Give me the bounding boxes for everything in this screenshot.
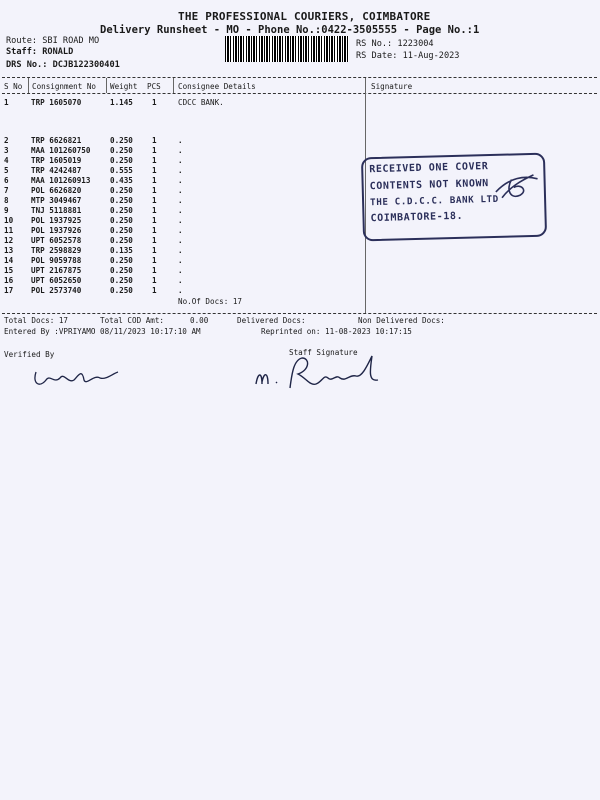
cell-weight: 0.250 [110, 196, 133, 205]
cell-consignment-no: POL 9059788 [31, 256, 82, 265]
cell-sno: 11 [4, 226, 14, 235]
cell-consignment-no: UPT 2167875 [31, 266, 82, 275]
cell-consignee: . [178, 256, 183, 265]
divider [2, 313, 597, 314]
cell-consignment-no: MAA 101260750 [31, 146, 91, 155]
cell-sno: 1 [4, 98, 9, 107]
cell-weight: 0.555 [110, 166, 133, 175]
cell-consignment-no: POL 1937925 [31, 216, 82, 225]
cell-weight: 0.250 [110, 276, 133, 285]
column-header-consignment: Consignment No [32, 82, 97, 91]
reprinted-on: Reprinted on: 11-08-2023 10:17:15 [261, 327, 412, 336]
table-row [4, 216, 364, 226]
cell-sno: 16 [4, 276, 14, 285]
cell-consignee: . [178, 136, 183, 145]
cell-weight: 0.250 [110, 156, 133, 165]
cell-consignee: . [178, 186, 183, 195]
entered-by: Entered By :VPRIYAMO 08/11/2023 10:17:10 AM [4, 327, 201, 336]
stamp-line: COIMBATORE-18. [370, 210, 464, 225]
cell-sno: 14 [4, 256, 14, 265]
cell-consignment-no: POL 2573740 [31, 286, 82, 295]
table-row [4, 186, 364, 196]
cell-sno: 6 [4, 176, 9, 185]
rs-number: RS No.: 1223004 [356, 39, 434, 49]
cell-pcs: 1 [152, 196, 157, 205]
table-row [4, 98, 364, 108]
cell-weight: 0.250 [110, 266, 133, 275]
table-row [4, 256, 364, 266]
cell-pcs: 1 [152, 276, 157, 285]
column-separator [28, 78, 29, 93]
cell-sno: 12 [4, 236, 14, 245]
cell-pcs: 1 [152, 166, 157, 175]
drs-number: DRS No.: DCJB122300401 [6, 60, 120, 70]
cell-pcs: 1 [152, 216, 157, 225]
cell-sno: 7 [4, 186, 9, 195]
cell-consignment-no: UPT 6052578 [31, 236, 82, 245]
column-separator [106, 78, 107, 93]
cell-pcs: 1 [152, 246, 157, 255]
cell-consignment-no: MAA 101260913 [31, 176, 91, 185]
cell-pcs: 1 [152, 156, 157, 165]
non-delivered-docs: Non Delivered Docs: [358, 316, 445, 325]
cell-consignment-no: TRP 4242487 [31, 166, 82, 175]
cell-sno: 2 [4, 136, 9, 145]
staff-signature-label: Staff Signature [289, 348, 358, 357]
cell-weight: 1.145 [110, 98, 133, 107]
verified-by-label: Verified By [4, 350, 55, 359]
cell-consignment-no: POL 1937926 [31, 226, 82, 235]
verifier-signature [30, 362, 130, 392]
column-header-sno: S No [4, 82, 23, 91]
cell-consignment-no: UPT 6052650 [31, 276, 82, 285]
column-separator [173, 78, 174, 93]
stamp-initials-icon [491, 167, 542, 208]
table-row [4, 146, 364, 156]
cell-consignee: . [178, 246, 183, 255]
cell-pcs: 1 [152, 176, 157, 185]
company-name: THE PROFESSIONAL COURIERS, COIMBATORE [178, 10, 431, 23]
table-row [4, 176, 364, 186]
cell-pcs: 1 [152, 286, 157, 295]
cell-consignee: . [178, 146, 183, 155]
cell-consignee: . [178, 216, 183, 225]
total-cod-label: Total COD Amt: [100, 316, 165, 325]
cell-weight: 0.250 [110, 136, 133, 145]
cell-weight: 0.250 [110, 216, 133, 225]
table-row [4, 156, 364, 166]
cell-sno: 9 [4, 206, 9, 215]
staff-label: Staff: RONALD [6, 47, 74, 57]
no-of-docs: No.Of Docs: 17 [178, 297, 243, 306]
cell-consignee: . [178, 286, 183, 295]
route-label: Route: SBI ROAD MO [6, 36, 100, 46]
cell-pcs: 1 [152, 266, 157, 275]
column-header-weight: Weight [110, 82, 138, 91]
cell-consignee: . [178, 176, 183, 185]
cell-pcs: 1 [152, 256, 157, 265]
table-row [4, 276, 364, 286]
cell-weight: 0.135 [110, 246, 133, 255]
cell-weight: 0.250 [110, 256, 133, 265]
cell-sno: 5 [4, 166, 9, 175]
cell-consignee: . [178, 236, 183, 245]
cell-weight: 0.250 [110, 186, 133, 195]
cell-pcs: 1 [152, 236, 157, 245]
cell-weight: 0.250 [110, 236, 133, 245]
cell-consignee: CDCC BANK. [178, 98, 224, 107]
column-header-consignee: Consignee Details [178, 82, 256, 91]
cell-sno: 13 [4, 246, 14, 255]
staff-signature [250, 352, 390, 402]
cell-sno: 8 [4, 196, 9, 205]
table-row [4, 286, 364, 296]
runsheet-title: Delivery Runsheet - MO - Phone No.:0422-3505555 - Page No.:1 [100, 24, 480, 36]
cell-consignee: . [178, 266, 183, 275]
cell-weight: 0.250 [110, 286, 133, 295]
table-row [4, 236, 364, 246]
cell-weight: 0.250 [110, 226, 133, 235]
cell-sno: 15 [4, 266, 14, 275]
cell-pcs: 1 [152, 226, 157, 235]
cell-pcs: 1 [152, 146, 157, 155]
cell-pcs: 1 [152, 98, 157, 107]
cell-consignment-no: TRP 2598829 [31, 246, 82, 255]
cell-sno: 10 [4, 216, 14, 225]
total-cod-value: 0.00 [190, 316, 209, 325]
cell-consignee: . [178, 226, 183, 235]
cell-consignee: . [178, 156, 183, 165]
column-header-pcs: PCS [147, 82, 161, 91]
cell-weight: 0.250 [110, 146, 133, 155]
cell-sno: 3 [4, 146, 9, 155]
total-docs: Total Docs: 17 [4, 316, 69, 325]
cell-weight: 0.250 [110, 206, 133, 215]
delivered-docs: Delivered Docs: [237, 316, 306, 325]
divider [2, 93, 597, 94]
cell-consignee: . [178, 206, 183, 215]
bank-received-stamp [361, 153, 547, 242]
divider [2, 77, 597, 78]
column-header-signature: Signature [371, 82, 413, 91]
cell-consignment-no: TRP 1605019 [31, 156, 82, 165]
table-row [4, 226, 364, 236]
cell-pcs: 1 [152, 136, 157, 145]
cell-pcs: 1 [152, 206, 157, 215]
cell-consignment-no: TNJ 5118881 [31, 206, 82, 215]
table-row [4, 206, 364, 216]
cell-sno: 4 [4, 156, 9, 165]
cell-consignee: . [178, 196, 183, 205]
cell-weight: 0.435 [110, 176, 133, 185]
cell-consignment-no: TRP 1605070 [31, 98, 82, 107]
cell-consignee: . [178, 276, 183, 285]
cell-consignment-no: POL 6626820 [31, 186, 82, 195]
rs-date: RS Date: 11-Aug-2023 [356, 51, 460, 61]
cell-consignee: . [178, 166, 183, 175]
table-row [4, 136, 364, 146]
barcode [225, 36, 349, 62]
cell-consignment-no: MTP 3049467 [31, 196, 82, 205]
stamp-line: THE C.D.C.C. BANK LTD [369, 193, 499, 209]
table-row [4, 246, 364, 256]
table-row [4, 196, 364, 206]
cell-sno: 17 [4, 286, 14, 295]
cell-pcs: 1 [152, 186, 157, 195]
stamp-line: CONTENTS NOT KNOWN [369, 178, 489, 193]
table-row [4, 166, 364, 176]
cell-consignment-no: TRP 6626821 [31, 136, 82, 145]
stamp-line: RECEIVED ONE COVER [369, 161, 489, 176]
table-row [4, 266, 364, 276]
